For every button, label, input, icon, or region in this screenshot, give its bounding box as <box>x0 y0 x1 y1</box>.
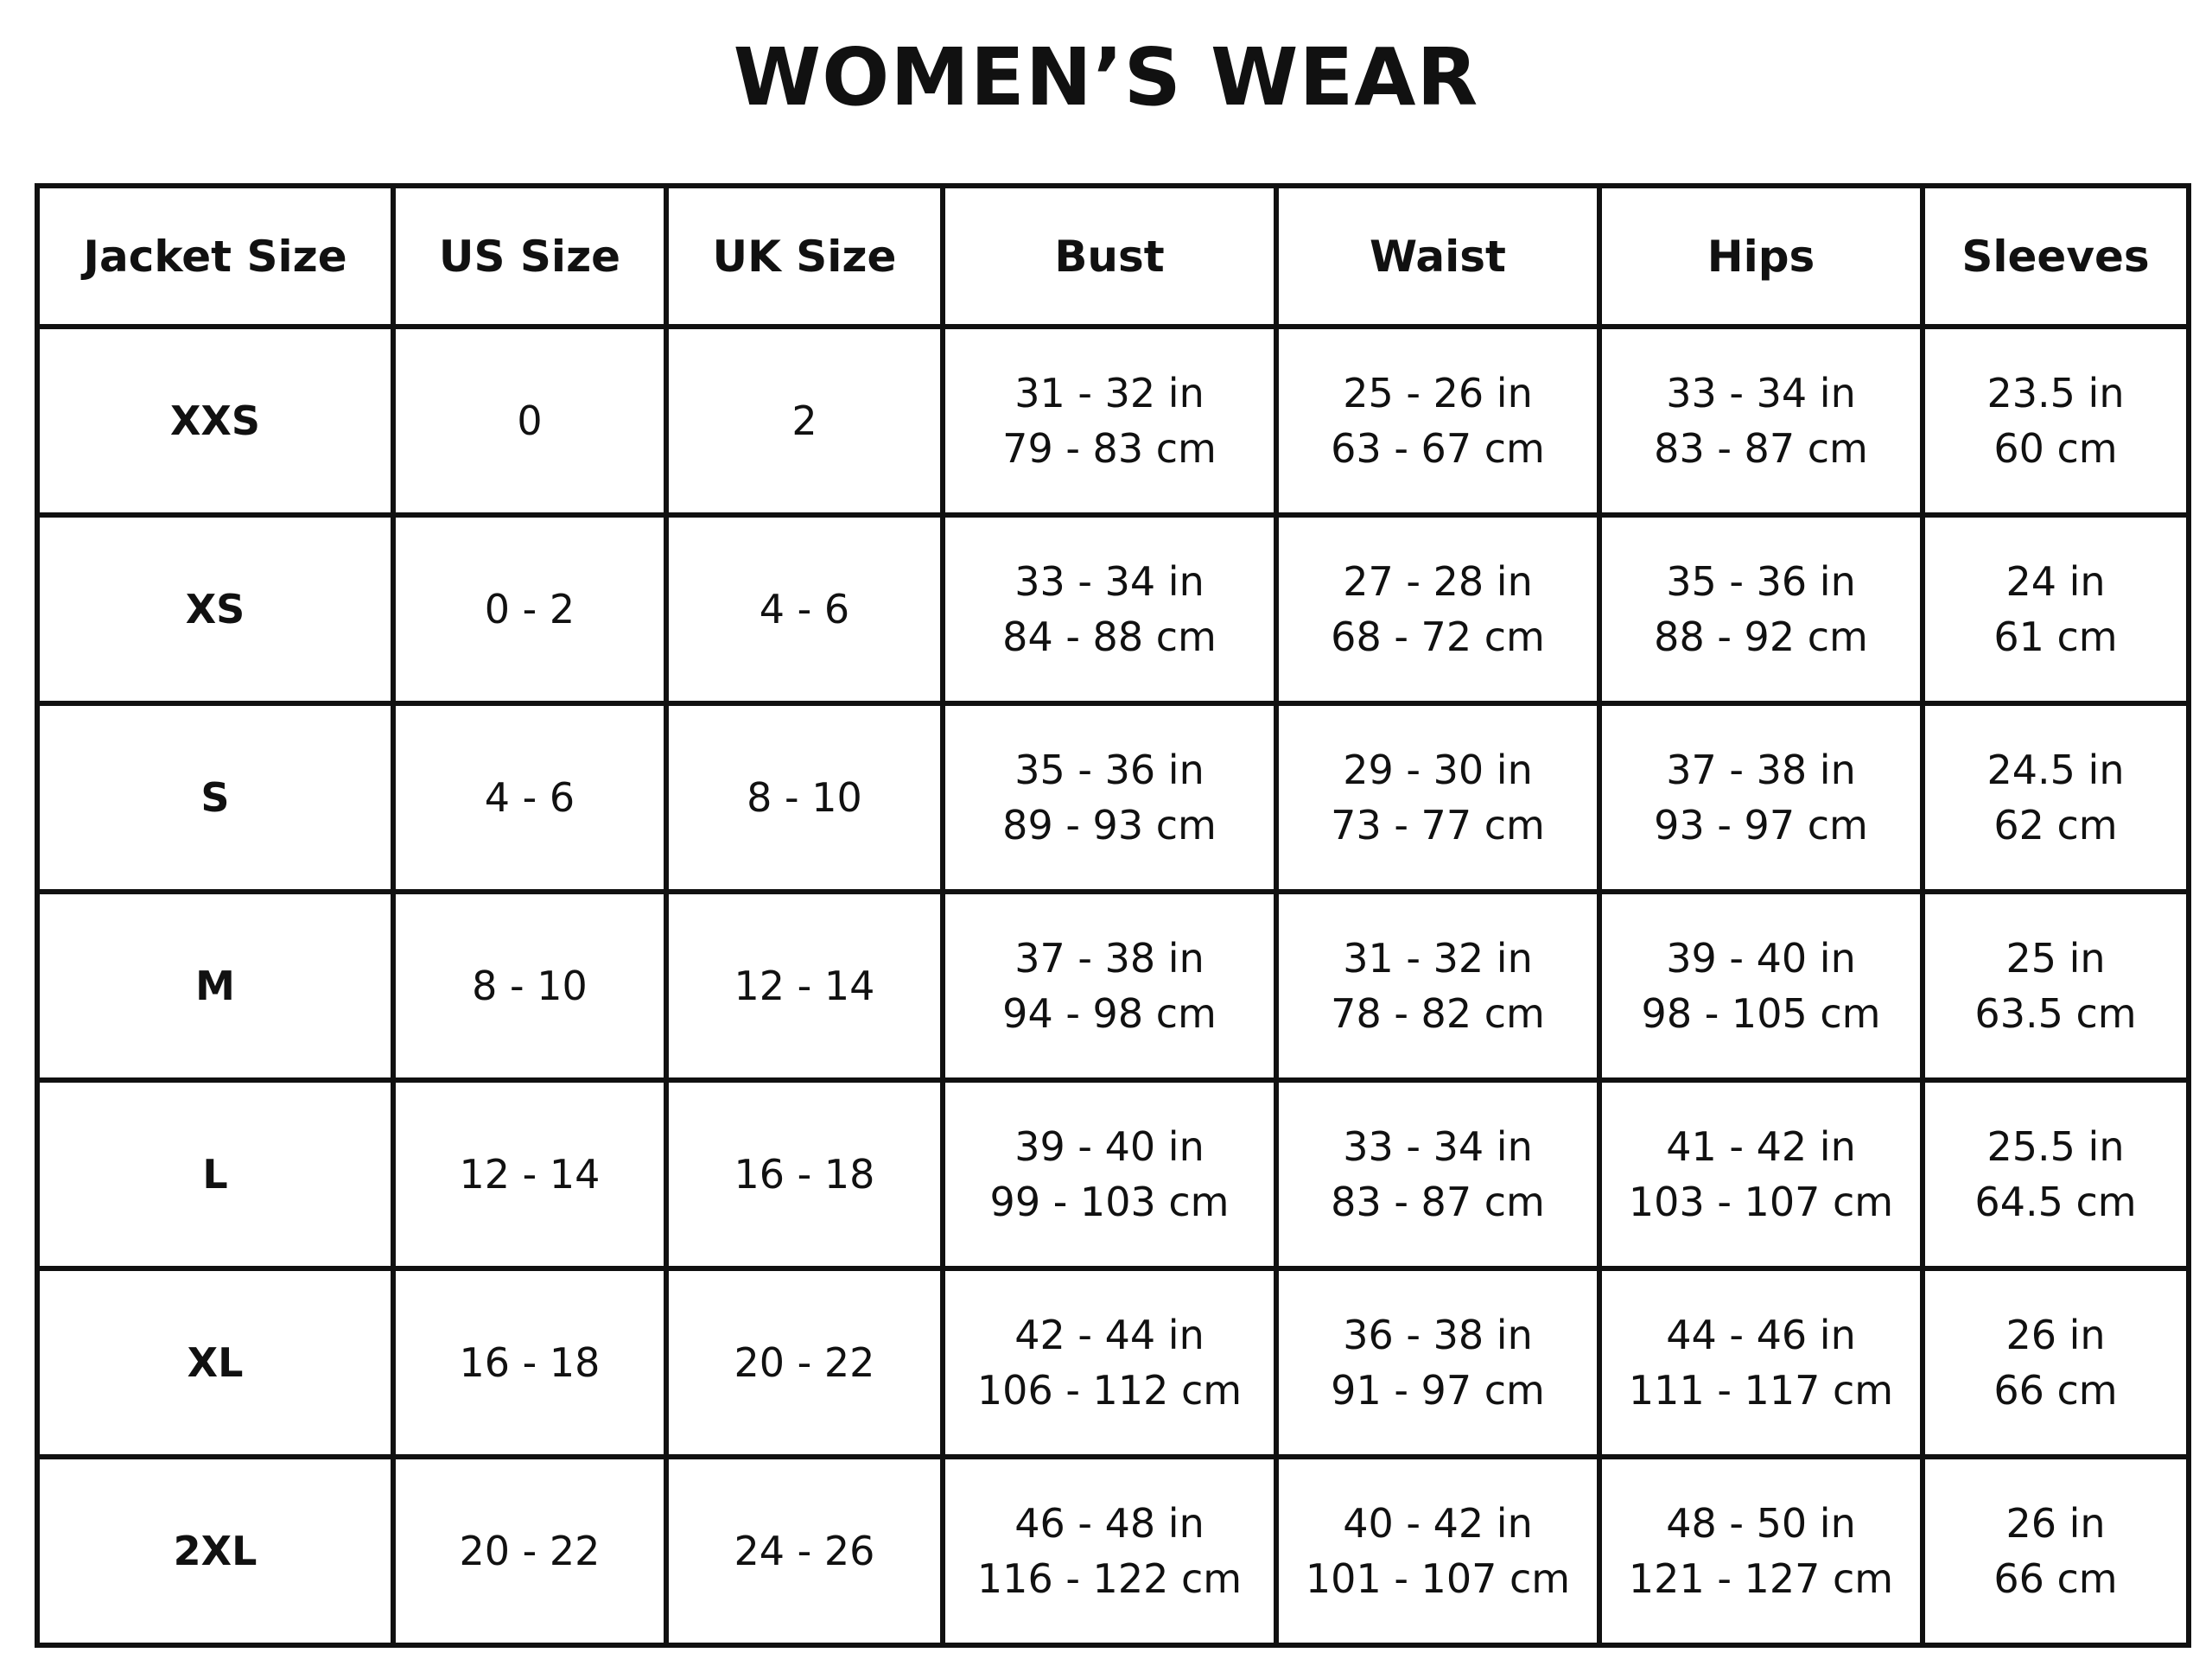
bust-inches: 37 - 38 in <box>1014 935 1205 982</box>
us-size-cell: 20 - 22 <box>393 1457 666 1645</box>
waist-cell <box>1276 1080 1599 1268</box>
jacket-size-cell: 2XL <box>37 1457 393 1645</box>
sleeves-inches: 24.5 in <box>1986 747 2125 793</box>
jacket-size-cell: XXS <box>37 327 393 515</box>
waist-centimeters: 63 - 67 cm <box>1331 425 1545 472</box>
sleeves-centimeters: 66 cm <box>1993 1367 2118 1414</box>
waist-inches: 31 - 32 in <box>1343 935 1533 982</box>
table-row <box>37 515 2189 703</box>
header-row <box>37 186 2189 327</box>
sleeves-cell <box>1923 1080 2189 1268</box>
waist-cell <box>1276 892 1599 1080</box>
waist-inches: 25 - 26 in <box>1343 370 1533 416</box>
bust-cell <box>943 515 1276 703</box>
waist-centimeters: 78 - 82 cm <box>1331 990 1545 1037</box>
us-size-cell: 0 <box>393 327 666 515</box>
waist-centimeters: 101 - 107 cm <box>1305 1555 1571 1602</box>
page-title: WOMEN’S WEAR <box>733 31 1479 124</box>
bust-centimeters: 106 - 112 cm <box>976 1367 1243 1414</box>
us-size-cell: 12 - 14 <box>393 1080 666 1268</box>
bust-cell <box>943 892 1276 1080</box>
uk-size-cell: 20 - 22 <box>666 1268 943 1457</box>
header-bust: Bust <box>943 186 1276 327</box>
waist-inches: 33 - 34 in <box>1343 1123 1533 1170</box>
uk-size-cell: 2 <box>666 327 943 515</box>
bust-centimeters: 99 - 103 cm <box>989 1179 1230 1225</box>
uk-size-cell: 12 - 14 <box>666 892 943 1080</box>
us-size-cell: 8 - 10 <box>393 892 666 1080</box>
waist-cell <box>1276 327 1599 515</box>
uk-size-cell: 24 - 26 <box>666 1457 943 1645</box>
sleeves-cell <box>1923 892 2189 1080</box>
header-sleeves: Sleeves <box>1923 186 2189 327</box>
waist-centimeters: 68 - 72 cm <box>1331 613 1545 660</box>
header-us-size: US Size <box>393 186 666 327</box>
hips-inches: 37 - 38 in <box>1666 747 1856 793</box>
hips-inches: 39 - 40 in <box>1666 935 1856 982</box>
hips-centimeters: 88 - 92 cm <box>1654 613 1868 660</box>
header-waist: Waist <box>1276 186 1599 327</box>
size-chart-table <box>35 183 2191 1648</box>
waist-inches: 40 - 42 in <box>1343 1500 1533 1547</box>
bust-inches: 39 - 40 in <box>1014 1123 1205 1170</box>
sleeves-centimeters: 60 cm <box>1993 425 2118 472</box>
sleeves-inches: 23.5 in <box>1986 370 2125 416</box>
hips-inches: 41 - 42 in <box>1666 1123 1856 1170</box>
hips-inches: 44 - 46 in <box>1666 1312 1856 1358</box>
hips-cell <box>1599 1457 1923 1645</box>
table-row <box>37 1080 2189 1268</box>
sleeves-inches: 26 in <box>2005 1312 2106 1358</box>
sleeves-cell <box>1923 703 2189 892</box>
sleeves-inches: 25 in <box>2005 935 2106 982</box>
sleeves-cell <box>1923 327 2189 515</box>
sleeves-centimeters: 66 cm <box>1993 1555 2118 1602</box>
bust-centimeters: 89 - 93 cm <box>1002 802 1217 849</box>
bust-inches: 33 - 34 in <box>1014 558 1205 605</box>
hips-inches: 35 - 36 in <box>1666 558 1856 605</box>
sleeves-cell <box>1923 515 2189 703</box>
jacket-size-cell: L <box>37 1080 393 1268</box>
header-uk-size: UK Size <box>666 186 943 327</box>
table-row <box>37 1457 2189 1645</box>
bust-centimeters: 79 - 83 cm <box>1002 425 1217 472</box>
sleeves-cell <box>1923 1457 2189 1645</box>
sleeves-centimeters: 61 cm <box>1993 613 2118 660</box>
waist-centimeters: 83 - 87 cm <box>1331 1179 1545 1225</box>
bust-inches: 35 - 36 in <box>1014 747 1205 793</box>
hips-cell <box>1599 703 1923 892</box>
bust-cell <box>943 1080 1276 1268</box>
bust-cell <box>943 703 1276 892</box>
jacket-size-cell: XS <box>37 515 393 703</box>
hips-centimeters: 83 - 87 cm <box>1654 425 1868 472</box>
waist-cell <box>1276 703 1599 892</box>
header-hips: Hips <box>1599 186 1923 327</box>
waist-inches: 27 - 28 in <box>1343 558 1533 605</box>
waist-inches: 36 - 38 in <box>1343 1312 1533 1358</box>
sleeves-centimeters: 62 cm <box>1993 802 2118 849</box>
table-row <box>37 892 2189 1080</box>
hips-inches: 48 - 50 in <box>1666 1500 1856 1547</box>
sleeves-centimeters: 64.5 cm <box>1974 1179 2137 1225</box>
jacket-size-cell: XL <box>37 1268 393 1457</box>
hips-centimeters: 98 - 105 cm <box>1641 990 1881 1037</box>
uk-size-cell: 4 - 6 <box>666 515 943 703</box>
bust-centimeters: 84 - 88 cm <box>1002 613 1217 660</box>
us-size-cell: 4 - 6 <box>393 703 666 892</box>
waist-cell <box>1276 515 1599 703</box>
us-size-cell: 0 - 2 <box>393 515 666 703</box>
bust-cell <box>943 1268 1276 1457</box>
hips-centimeters: 121 - 127 cm <box>1628 1555 1894 1602</box>
hips-cell <box>1599 1268 1923 1457</box>
waist-cell <box>1276 1457 1599 1645</box>
hips-cell <box>1599 1080 1923 1268</box>
sleeves-inches: 26 in <box>2005 1500 2106 1547</box>
bust-cell <box>943 327 1276 515</box>
table-row <box>37 1268 2189 1457</box>
waist-inches: 29 - 30 in <box>1343 747 1533 793</box>
hips-centimeters: 93 - 97 cm <box>1654 802 1868 849</box>
bust-centimeters: 116 - 122 cm <box>976 1555 1243 1602</box>
header-jacket-size: Jacket Size <box>37 186 393 327</box>
sleeves-inches: 24 in <box>2005 558 2106 605</box>
uk-size-cell: 8 - 10 <box>666 703 943 892</box>
bust-inches: 31 - 32 in <box>1014 370 1205 416</box>
jacket-size-cell: M <box>37 892 393 1080</box>
waist-centimeters: 73 - 77 cm <box>1331 802 1545 849</box>
hips-cell <box>1599 892 1923 1080</box>
bust-cell <box>943 1457 1276 1645</box>
table-row <box>37 327 2189 515</box>
hips-inches: 33 - 34 in <box>1666 370 1856 416</box>
table-row <box>37 703 2189 892</box>
us-size-cell: 16 - 18 <box>393 1268 666 1457</box>
hips-cell <box>1599 515 1923 703</box>
sleeves-inches: 25.5 in <box>1986 1123 2125 1170</box>
bust-inches: 46 - 48 in <box>1014 1500 1205 1547</box>
hips-cell <box>1599 327 1923 515</box>
hips-centimeters: 103 - 107 cm <box>1628 1179 1894 1225</box>
waist-cell <box>1276 1268 1599 1457</box>
sleeves-centimeters: 63.5 cm <box>1974 990 2137 1037</box>
uk-size-cell: 16 - 18 <box>666 1080 943 1268</box>
sleeves-cell <box>1923 1268 2189 1457</box>
bust-inches: 42 - 44 in <box>1014 1312 1205 1358</box>
hips-centimeters: 111 - 117 cm <box>1628 1367 1894 1414</box>
jacket-size-cell: S <box>37 703 393 892</box>
waist-centimeters: 91 - 97 cm <box>1331 1367 1545 1414</box>
bust-centimeters: 94 - 98 cm <box>1002 990 1217 1037</box>
